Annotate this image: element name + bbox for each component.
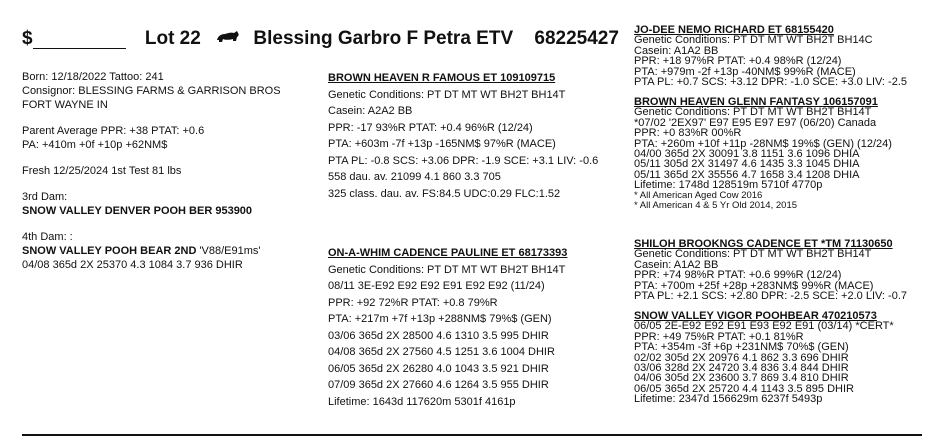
- sire-sire-line: Genetic Conditions: PT DT MT WT BH2T BH14C: [634, 34, 873, 47]
- lot-number: Lot 22: [144, 28, 201, 49]
- dam-dam-line: 02/02 305d 2X 20976 4.1 862 3.3 696 DHIR: [634, 351, 849, 364]
- dam-line: PTA: +217m +7f +13p +288NM$ 79%$ (GEN): [328, 313, 552, 325]
- price-blank-line: [33, 30, 126, 49]
- sire-sire-title: JO-DEE NEMO RICHARD ET 68155420: [634, 24, 834, 36]
- sire-sire-line: PPR: +18 97%R PTAT: +0.4 98%R (12/24): [634, 55, 842, 68]
- price-label: $: [22, 28, 33, 49]
- dam-line: 04/08 365d 2X 27560 4.5 1251 3.6 1004 DHIR: [328, 346, 555, 358]
- dam-dam-line: Lifetime: 2347d 156629m 6237f 5493p: [634, 393, 823, 406]
- fresh-info: Fresh 12/25/2024 1st Test 81 lbs: [22, 165, 182, 177]
- sire-line: PTA PL: -0.8 SCS: +3.06 DPR: -1.9 SCE: +3.1 LIV: -0.6: [328, 154, 599, 167]
- sire-sire-line: PTA PL: +0.7 SCS: +3.12 DPR: -1.0 SCE: +3.0 LIV: -2.5: [634, 76, 908, 89]
- dam-line: Lifetime: 1643d 117620m 5301f 4161p: [328, 395, 516, 408]
- consignor: Consignor: BLESSING FARMS & GARRISON BROS: [22, 85, 281, 97]
- cow-icon: [216, 28, 240, 50]
- dam-dam-line: 04/06 305d 2X 23600 3.7 869 3.4 810 DHIR: [634, 372, 849, 385]
- dam-dam-line: PTA: +354m -3f +6p +231NM$ 70%$ (GEN): [634, 341, 849, 354]
- sire-line: Genetic Conditions: PT DT MT WT BH2T BH14T: [328, 88, 566, 101]
- born-tattoo: Born: 12/18/2022 Tattoo: 241: [22, 71, 164, 83]
- dam-sire-title: SHILOH BROOKNGS CADENCE ET *TM 71130650: [634, 238, 893, 250]
- dam-line: 03/06 365d 2X 28500 4.6 1310 3.5 995 DHIR: [328, 329, 549, 342]
- bottom-rule: [22, 434, 922, 436]
- sire-dam-line: PPR: +0 83%R 00%R: [634, 127, 742, 140]
- third-dam-label: 3rd Dam:: [22, 191, 68, 203]
- parent-average: Parent Average PPR: +38 PTAT: +0.6: [22, 125, 205, 137]
- dam-line: PPR: +92 72%R PTAT: +0.8 79%R: [328, 296, 498, 309]
- sire-line: Casein: A2A2 BB: [328, 105, 413, 117]
- sire-dam-line: 05/11 365d 2X 35556 4.7 1658 3.4 1208 DHIA: [634, 168, 860, 181]
- dam-sire-line: Genetic Conditions: PT DT MT WT BH2T BH14T: [634, 248, 872, 261]
- fourth-dam-name: SNOW VALLEY POOH BEAR 2ND: [22, 245, 197, 257]
- dam-dam-line: 06/05 365d 2X 25720 4.4 1143 3.5 895 DHIR: [634, 382, 854, 395]
- sire-line: PTA: +603m -7f +13p -165NM$ 97%R (MACE): [328, 138, 556, 150]
- fourth-dam-score: 'V88/E91ms': [196, 245, 261, 257]
- animal-info: [22, 70, 312, 272]
- animal-name: Blessing Garbro F Petra ETV: [253, 28, 514, 49]
- sire-line: 558 dau. av. 21099 4.1 860 3.3 705: [328, 171, 501, 183]
- consignor-location: FORT WAYNE IN: [22, 99, 108, 111]
- dam-sire-block: [634, 239, 934, 301]
- dam-sire-line: PPR: +74 98%R PTAT: +0.6 99%R (12/24): [634, 269, 842, 282]
- dam-dam-title: SNOW VALLEY VIGOR POOHBEAR 470210573: [634, 310, 877, 322]
- sire-sire-line: PTA: +979m -2f +13p -40NM$ 99%R (MACE): [634, 65, 856, 78]
- dam-line: Genetic Conditions: PT DT MT WT BH2T BH14T: [328, 263, 566, 276]
- sire-sire-line: Casein: A1A2 BB: [634, 44, 719, 57]
- sire-line: PPR: -17 93%R PTAT: +0.4 96%R (12/24): [328, 121, 533, 134]
- sire-dam-line: 04/00 365d 2X 30091 3.8 1151 3.6 1096 DHIA: [634, 148, 860, 161]
- sire-dam-line: Genetic Conditions: PT DT MT WT BH2T BH14T: [634, 106, 872, 119]
- fourth-dam-label: 4th Dam: :: [22, 231, 73, 243]
- sire-dam-honor: * All American 4 & 5 Yr Old 2014, 2015: [634, 200, 798, 212]
- parent-average-pa: PA: +410m +0f +10p +62NM$: [22, 139, 168, 151]
- sire-dam-title: BROWN HEAVEN GLENN FANTASY 106157091: [634, 96, 878, 108]
- dam-title: ON-A-WHIM CADENCE PAULINE ET 68173393: [328, 247, 568, 259]
- sire-dam-honor: * All American Aged Cow 2016: [634, 189, 763, 201]
- sire-sire-block: [634, 25, 934, 87]
- sire-dam-line: *07/02 '2EX97' E97 E95 E97 E97 (06/20) Canada: [634, 116, 877, 129]
- dam-dam-block: [634, 311, 934, 405]
- dam-line: 08/11 3E-E92 E92 E92 E91 E92 E92 (11/24): [328, 280, 545, 292]
- dam-sire-line: PTA PL: +2.1 SCS: +2.80 DPR: -2.5 SCE: +2.0 LIV: -0.7: [634, 290, 908, 303]
- lot-header: [22, 28, 619, 50]
- dam-dam-line: 03/06 328d 2X 24720 3.4 836 3.4 844 DHIR: [634, 362, 849, 375]
- sire-dam-line: 05/11 305d 2X 31497 4.6 1435 3.3 1045 DHIA: [634, 158, 860, 171]
- third-dam-name: SNOW VALLEY DENVER POOH BER 953900: [22, 205, 253, 217]
- dam-sire-line: PTA: +700m +25f +28p +283NM$ 99%R (MACE): [634, 279, 874, 292]
- registration-number: 68225427: [534, 28, 619, 49]
- dam-dam-line: PPR: +49 75%R PTAT: +0.1 81%R: [634, 330, 804, 343]
- dam-dam-line: 06/05 2E-E92 E92 E91 E93 E92 E91 (03/14) *CERT*: [634, 320, 894, 333]
- sire-block: [328, 70, 623, 202]
- sire-title: BROWN HEAVEN R FAMOUS ET 109109715: [328, 72, 556, 84]
- sire-line: 325 class. dau. av. FS:84.5 UDC:0.29 FLC:1.52: [328, 187, 561, 200]
- dam-block: [328, 245, 623, 410]
- dam-sire-line: Casein: A1A2 BB: [634, 258, 719, 271]
- dam-line: 06/05 365d 2X 26280 4.0 1043 3.5 921 DHIR: [328, 362, 549, 375]
- fourth-dam-record: 04/08 365d 2X 25370 4.3 1084 3.7 936 DHIR: [22, 259, 243, 271]
- dam-line: 07/09 365d 2X 27660 4.6 1264 3.5 955 DHIR: [328, 379, 549, 391]
- sire-dam-block: [634, 97, 934, 211]
- sire-dam-line: Lifetime: 1748d 128519m 5710f 4770p: [634, 179, 823, 192]
- sire-dam-line: PTA: +260m +10f +11p -28NM$ 19%$ (GEN) (12/24): [634, 137, 892, 150]
